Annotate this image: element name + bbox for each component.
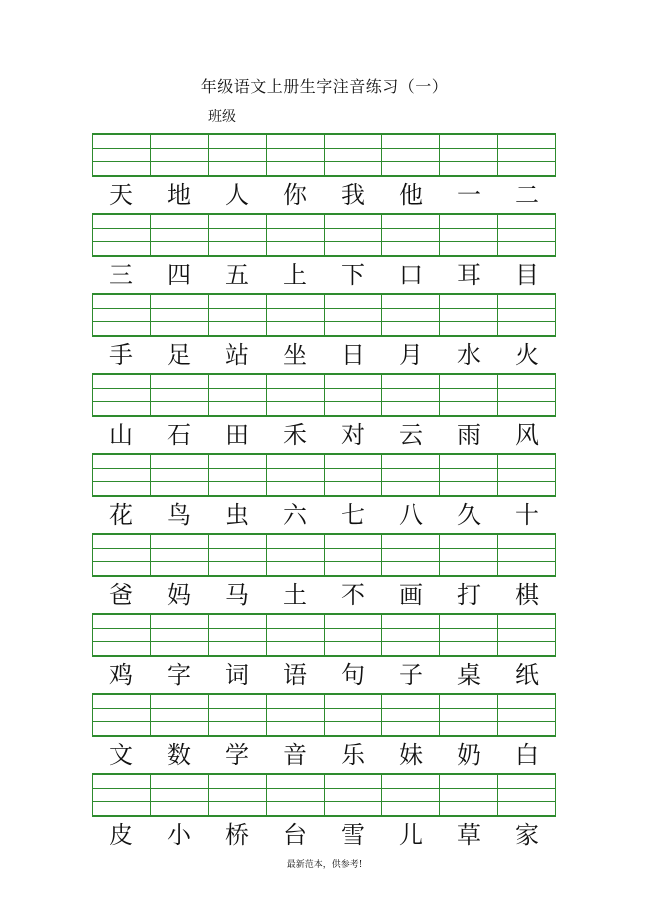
pinyin-cell[interactable] (440, 695, 498, 735)
pinyin-cell[interactable] (440, 295, 498, 335)
pinyin-cell[interactable] (382, 695, 440, 735)
hanzi-character: 棋 (515, 581, 539, 609)
hanzi-character: 学 (225, 741, 249, 769)
practice-row (92, 533, 556, 613)
character-row (92, 419, 556, 451)
pinyin-cell[interactable] (382, 775, 440, 815)
hanzi-character: 鸟 (167, 501, 191, 529)
pinyin-cell[interactable] (440, 215, 498, 255)
hanzi-character: 家 (515, 821, 539, 849)
pinyin-cell[interactable] (382, 615, 440, 655)
pinyin-cell[interactable] (267, 775, 325, 815)
pinyin-cell[interactable] (440, 535, 498, 575)
hanzi-character: 奶 (457, 741, 481, 769)
hanzi-character: 坐 (283, 341, 307, 369)
pinyin-cell[interactable] (498, 215, 556, 255)
pinyin-cell[interactable] (325, 615, 383, 655)
hanzi-character: 一 (457, 181, 481, 209)
pinyin-cell[interactable] (382, 295, 440, 335)
pinyin-cell[interactable] (93, 375, 151, 415)
page-title: 年级语文上册生字注音练习（一） (200, 77, 449, 96)
pinyin-cell[interactable] (325, 295, 383, 335)
pinyin-cell[interactable] (440, 455, 498, 495)
pinyin-cell[interactable] (498, 615, 556, 655)
hanzi-character: 月 (399, 341, 423, 369)
practice-row (92, 453, 556, 533)
pinyin-cell[interactable] (498, 535, 556, 575)
practice-row (92, 293, 556, 373)
hanzi-character: 耳 (457, 261, 481, 289)
pinyin-cell[interactable] (267, 535, 325, 575)
pinyin-cell[interactable] (440, 615, 498, 655)
hanzi-character: 文 (109, 741, 133, 769)
hanzi-character: 数 (167, 741, 191, 769)
pinyin-cell[interactable] (325, 455, 383, 495)
practice-row (92, 613, 556, 693)
hanzi-character: 你 (283, 181, 307, 209)
hanzi-character: 四 (167, 261, 191, 289)
hanzi-character: 山 (109, 421, 133, 449)
hanzi-character: 草 (457, 821, 481, 849)
hanzi-character: 久 (457, 501, 481, 529)
hanzi-character: 对 (341, 421, 365, 449)
character-row (92, 339, 556, 371)
practice-row (92, 373, 556, 453)
pinyin-cell[interactable] (498, 695, 556, 735)
pinyin-cell[interactable] (325, 215, 383, 255)
pinyin-cell[interactable] (93, 215, 151, 255)
hanzi-character: 土 (283, 581, 307, 609)
pinyin-writing-grid (92, 373, 556, 417)
pinyin-cell[interactable] (209, 375, 267, 415)
hanzi-character: 我 (341, 181, 365, 209)
pinyin-cell[interactable] (498, 135, 556, 175)
hanzi-character: 站 (225, 341, 249, 369)
practice-row (92, 693, 556, 773)
hanzi-character: 妹 (399, 741, 423, 769)
hanzi-character: 口 (399, 261, 423, 289)
hanzi-character: 语 (283, 661, 307, 689)
hanzi-character: 云 (399, 421, 423, 449)
hanzi-character: 鸡 (109, 661, 133, 689)
hanzi-character: 小 (167, 821, 191, 849)
pinyin-cell[interactable] (209, 455, 267, 495)
hanzi-character: 七 (341, 501, 365, 529)
pinyin-cell[interactable] (151, 375, 209, 415)
pinyin-writing-grid (92, 213, 556, 257)
pinyin-cell[interactable] (93, 615, 151, 655)
pinyin-writing-grid (92, 293, 556, 337)
pinyin-writing-grid (92, 613, 556, 657)
pinyin-cell[interactable] (151, 695, 209, 735)
hanzi-character: 五 (225, 261, 249, 289)
pinyin-writing-grid (92, 533, 556, 577)
hanzi-character: 十 (515, 501, 539, 529)
pinyin-cell[interactable] (267, 295, 325, 335)
pinyin-cell[interactable] (151, 215, 209, 255)
class-label: 班级 (208, 109, 236, 125)
pinyin-cell[interactable] (440, 775, 498, 815)
hanzi-character: 词 (225, 661, 249, 689)
pinyin-cell[interactable] (440, 375, 498, 415)
pinyin-cell[interactable] (498, 295, 556, 335)
pinyin-cell[interactable] (151, 535, 209, 575)
pinyin-cell[interactable] (151, 135, 209, 175)
pinyin-cell[interactable] (498, 375, 556, 415)
pinyin-cell[interactable] (151, 775, 209, 815)
hanzi-character: 风 (515, 421, 539, 449)
character-row (92, 259, 556, 291)
pinyin-cell[interactable] (498, 775, 556, 815)
pinyin-cell[interactable] (93, 535, 151, 575)
pinyin-cell[interactable] (382, 375, 440, 415)
hanzi-character: 虫 (225, 501, 249, 529)
hanzi-character: 子 (399, 661, 423, 689)
hanzi-character: 八 (399, 501, 423, 529)
pinyin-cell[interactable] (93, 695, 151, 735)
character-row (92, 499, 556, 531)
pinyin-cell[interactable] (151, 295, 209, 335)
pinyin-writing-grid (92, 693, 556, 737)
character-row (92, 579, 556, 611)
pinyin-cell[interactable] (325, 695, 383, 735)
hanzi-character: 儿 (399, 821, 423, 849)
hanzi-character: 目 (515, 261, 539, 289)
pinyin-cell[interactable] (325, 135, 383, 175)
pinyin-cell[interactable] (382, 215, 440, 255)
pinyin-cell[interactable] (209, 615, 267, 655)
pinyin-cell[interactable] (440, 135, 498, 175)
pinyin-cell[interactable] (93, 455, 151, 495)
hanzi-character: 足 (167, 341, 191, 369)
hanzi-character: 皮 (109, 821, 133, 849)
hanzi-character: 妈 (167, 581, 191, 609)
pinyin-writing-grid (92, 453, 556, 497)
hanzi-character: 马 (225, 581, 249, 609)
pinyin-cell[interactable] (209, 535, 267, 575)
hanzi-character: 火 (515, 341, 539, 369)
pinyin-cell[interactable] (267, 695, 325, 735)
hanzi-character: 三 (109, 261, 133, 289)
pinyin-cell[interactable] (325, 375, 383, 415)
pinyin-cell[interactable] (209, 695, 267, 735)
practice-row (92, 773, 556, 853)
pinyin-writing-grid (92, 133, 556, 177)
practice-row (92, 213, 556, 293)
character-row (92, 819, 556, 851)
pinyin-cell[interactable] (382, 455, 440, 495)
pinyin-cell[interactable] (209, 135, 267, 175)
pinyin-cell[interactable] (325, 775, 383, 815)
hanzi-character: 字 (167, 661, 191, 689)
pinyin-cell[interactable] (93, 775, 151, 815)
pinyin-cell[interactable] (151, 615, 209, 655)
character-row (92, 179, 556, 211)
practice-row (92, 133, 556, 213)
character-row (92, 739, 556, 771)
pinyin-cell[interactable] (267, 375, 325, 415)
pinyin-cell[interactable] (267, 135, 325, 175)
hanzi-character: 打 (457, 581, 481, 609)
hanzi-character: 桥 (225, 821, 249, 849)
hanzi-character: 二 (515, 181, 539, 209)
pinyin-cell[interactable] (93, 295, 151, 335)
hanzi-character: 雪 (341, 821, 365, 849)
pinyin-cell[interactable] (325, 535, 383, 575)
pinyin-cell[interactable] (209, 775, 267, 815)
pinyin-cell[interactable] (267, 215, 325, 255)
hanzi-character: 水 (457, 341, 481, 369)
hanzi-character: 地 (167, 181, 191, 209)
hanzi-character: 不 (341, 581, 365, 609)
hanzi-character: 桌 (457, 661, 481, 689)
hanzi-character: 天 (109, 181, 133, 209)
hanzi-character: 人 (225, 181, 249, 209)
hanzi-character: 乐 (341, 741, 365, 769)
hanzi-character: 纸 (515, 661, 539, 689)
pinyin-cell[interactable] (209, 295, 267, 335)
hanzi-character: 他 (399, 181, 423, 209)
hanzi-character: 台 (283, 821, 307, 849)
hanzi-character: 手 (109, 341, 133, 369)
footer-note: 最新范本，供参考! (286, 860, 363, 870)
hanzi-character: 上 (283, 261, 307, 289)
pinyin-practice-sheet (92, 133, 556, 853)
hanzi-character: 爸 (109, 581, 133, 609)
hanzi-character: 句 (341, 661, 365, 689)
hanzi-character: 六 (283, 501, 307, 529)
character-row (92, 659, 556, 691)
pinyin-cell[interactable] (151, 455, 209, 495)
hanzi-character: 禾 (283, 421, 307, 449)
hanzi-character: 下 (341, 261, 365, 289)
hanzi-character: 画 (399, 581, 423, 609)
pinyin-cell[interactable] (267, 455, 325, 495)
hanzi-character: 日 (341, 341, 365, 369)
hanzi-character: 音 (283, 741, 307, 769)
hanzi-character: 白 (515, 741, 539, 769)
pinyin-cell[interactable] (93, 135, 151, 175)
hanzi-character: 雨 (457, 421, 481, 449)
hanzi-character: 花 (109, 501, 133, 529)
pinyin-cell[interactable] (267, 615, 325, 655)
pinyin-cell[interactable] (498, 455, 556, 495)
hanzi-character: 田 (225, 421, 249, 449)
pinyin-cell[interactable] (382, 135, 440, 175)
pinyin-cell[interactable] (382, 535, 440, 575)
pinyin-writing-grid (92, 773, 556, 817)
pinyin-cell[interactable] (209, 215, 267, 255)
hanzi-character: 石 (167, 421, 191, 449)
